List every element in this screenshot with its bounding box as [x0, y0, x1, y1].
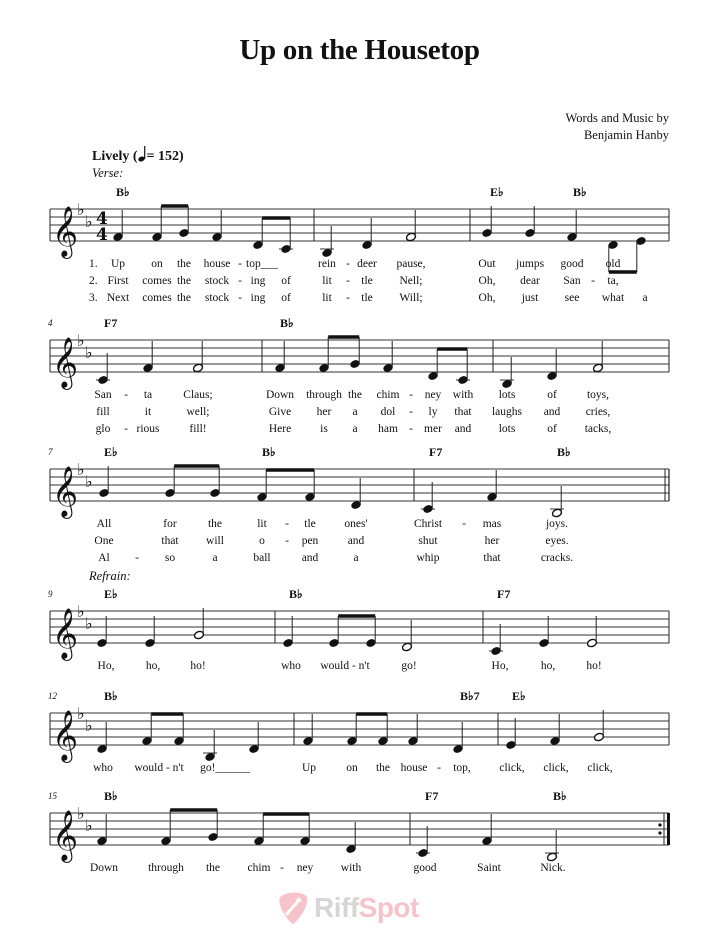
lyric-syllable: - — [135, 552, 139, 564]
flat-icon: ♭ — [85, 816, 93, 835]
lyric-syllable: Christ — [413, 518, 443, 530]
lyric-syllable: ho! — [190, 660, 206, 672]
treble-clef-icon: 𝄞 — [52, 710, 79, 761]
lyric-syllable: - — [285, 535, 289, 547]
lyric-syllable: ta, — [607, 275, 619, 287]
lyric-syllable: that — [161, 535, 179, 547]
lyric-syllable: and — [347, 535, 365, 547]
staff-system — [48, 316, 669, 435]
lyric-syllable: glo — [95, 423, 111, 435]
measure-number: 4 — [48, 318, 53, 328]
flat-icon: ♭ — [85, 472, 93, 491]
chord-symbol: F7 — [425, 789, 439, 803]
lyric-syllable: just — [521, 292, 539, 304]
lyric-syllable: - — [285, 518, 289, 530]
lyric-syllable: her — [316, 406, 332, 418]
lyric-syllable: Will; — [399, 292, 423, 304]
lyric-syllable: click, — [499, 762, 525, 774]
measure-number: 9 — [48, 589, 53, 599]
flat-icon: ♭ — [85, 343, 93, 362]
lyric-syllable: - — [124, 389, 128, 401]
time-signature-bottom: 4 — [96, 225, 108, 245]
lyric-syllable: Oh, — [478, 275, 496, 287]
lyric-syllable: shut — [418, 535, 438, 547]
lyric-syllable: joys. — [545, 518, 569, 530]
chord-symbol: B♭7 — [460, 689, 480, 703]
lyric-syllable: comes — [142, 292, 172, 304]
lyric-syllable: on — [151, 258, 163, 270]
lyric-syllable: the — [176, 275, 192, 287]
lyric-syllable: Al — [98, 552, 110, 564]
lyric-syllable: tacks, — [584, 423, 612, 435]
lyric-syllable: click, — [587, 762, 613, 774]
lyric-syllable: see — [564, 292, 580, 304]
lyric-syllable: go! — [401, 660, 417, 672]
credit-line-1: Words and Music by — [565, 111, 669, 125]
lyric-syllable: dear — [520, 275, 540, 287]
lyric-syllable: comes — [142, 275, 172, 287]
flat-icon: ♭ — [77, 200, 85, 219]
lyric-syllable: with — [340, 862, 362, 874]
lyric-syllable: chim — [247, 862, 271, 874]
lyric-syllable: so — [164, 552, 176, 564]
lyric-syllable: who — [281, 660, 301, 672]
lyric-syllable: cries, — [585, 406, 611, 418]
lyric-syllable: - — [409, 406, 413, 418]
lyric-syllable: lit — [322, 292, 332, 304]
lyric-syllable: house — [400, 762, 428, 774]
lyric-syllable: laughs — [491, 406, 523, 418]
lyric-syllable: Down — [89, 862, 119, 874]
lyric-syllable: a — [352, 423, 358, 435]
lyric-syllable: jumps — [515, 258, 545, 270]
measure-number: 12 — [48, 691, 57, 701]
lyric-syllable: ball — [253, 552, 271, 564]
lyric-syllable: - — [124, 423, 128, 435]
lyric-syllable: will — [206, 535, 224, 547]
repeat-dot — [658, 831, 661, 834]
measure-number: 7 — [48, 447, 53, 457]
lyric-syllable: Down — [265, 389, 295, 401]
lyric-syllable: the — [176, 292, 192, 304]
lyric-syllable: - — [409, 423, 413, 435]
lyric-syllable: and — [543, 406, 561, 418]
lyric-syllable: a — [353, 552, 359, 564]
lyric-syllable: through — [306, 389, 342, 401]
lyric-syllable: ho, — [145, 660, 161, 672]
chord-symbol: B♭ — [104, 789, 118, 803]
lyric-syllable: ing — [250, 275, 266, 287]
treble-clef-icon: 𝄞 — [52, 466, 79, 517]
tempo-text: Lively — [92, 149, 130, 164]
lyric-syllable: top___ — [246, 258, 278, 270]
lyric-syllable: Nick. — [540, 862, 566, 874]
lyric-syllable: go!______ — [200, 762, 250, 774]
lyric-syllable: Ho, — [491, 660, 509, 672]
lyric-syllable: of — [547, 423, 557, 435]
tempo-bpm: = 152) — [146, 149, 184, 164]
lyric-syllable: on — [346, 762, 358, 774]
lyric-syllable: of — [281, 292, 291, 304]
lyric-syllable: mer — [424, 423, 442, 435]
measure-number: 15 — [48, 791, 57, 801]
chord-symbol: B♭ — [280, 316, 294, 330]
watermark-spot: Spot — [358, 892, 419, 923]
lyric-syllable: - — [238, 292, 242, 304]
lyric-syllable: click, — [543, 762, 569, 774]
lyric-syllable: Up — [301, 762, 317, 774]
chord-symbol: B♭ — [553, 789, 567, 803]
lyric-syllable: the — [375, 762, 391, 774]
song-title: Up on the Housetop — [239, 34, 480, 66]
chord-symbol: B♭ — [116, 185, 130, 199]
section-label-refrain: Refrain: — [89, 569, 131, 583]
lyric-syllable: rein — [318, 258, 336, 270]
staff-system — [48, 587, 669, 672]
lyric-syllable: tle — [361, 275, 373, 287]
chord-symbol: B♭ — [289, 587, 303, 601]
lyric-syllable: Claus; — [183, 389, 213, 401]
lyric-syllable: Up — [110, 258, 126, 270]
lyric-syllable: whip — [416, 552, 440, 564]
lyric-syllable: with — [452, 389, 474, 401]
lyric-syllable: All — [96, 518, 112, 530]
lyric-syllable: eyes. — [545, 535, 569, 547]
lyric-syllable: lit — [257, 518, 267, 530]
lyric-syllable: Ho, — [97, 660, 115, 672]
flat-icon: ♭ — [85, 716, 93, 735]
lyric-syllable: Nell; — [399, 275, 423, 287]
flat-icon: ♭ — [77, 602, 85, 621]
lyric-syllable: San — [94, 389, 112, 401]
lyric-syllable: lots — [498, 423, 516, 435]
treble-clef-icon: 𝄞 — [52, 810, 79, 861]
lyric-syllable: what — [601, 292, 625, 304]
lyric-syllable: through — [148, 862, 184, 874]
lyric-syllable: is — [320, 423, 328, 435]
lyric-syllable: cracks. — [540, 552, 574, 564]
tempo-open-paren: ( — [132, 149, 138, 164]
lyric-syllable: Saint — [477, 862, 501, 874]
lyric-syllable: a — [642, 292, 648, 304]
lyric-syllable: chim — [376, 389, 400, 401]
treble-clef-icon: 𝄞 — [52, 206, 79, 257]
lyric-syllable: it — [144, 406, 152, 418]
lyric-syllable: who — [93, 762, 113, 774]
lyric-syllable: ney — [296, 862, 314, 874]
lyric-syllable: tle — [361, 292, 373, 304]
chord-symbol: B♭ — [573, 185, 587, 199]
lyric-syllable: lit — [322, 275, 332, 287]
lyric-syllable: good — [413, 862, 437, 874]
lyric-syllable: ing — [250, 292, 266, 304]
lyric-syllable: - — [437, 762, 441, 774]
lyric-syllable: well; — [186, 406, 210, 418]
lyric-syllable: and — [454, 423, 472, 435]
lyric-syllable: - — [238, 258, 242, 270]
flat-icon: ♭ — [77, 460, 85, 479]
lyric-syllable: 2. — [89, 275, 98, 287]
lyric-syllable: stock — [204, 275, 230, 287]
lyric-syllable: deer — [357, 258, 377, 270]
credit-line-2: Benjamin Hanby — [583, 128, 669, 142]
lyric-syllable: - — [346, 292, 350, 304]
lyric-syllable: the — [205, 862, 221, 874]
flat-icon: ♭ — [77, 804, 85, 823]
lyric-syllable: for — [163, 518, 177, 530]
chord-symbol: B♭ — [557, 445, 571, 459]
lyric-syllable: One — [94, 535, 114, 547]
lyric-syllable: ney — [424, 389, 442, 401]
treble-clef-icon: 𝄞 — [52, 608, 79, 659]
lyric-syllable: her — [484, 535, 500, 547]
lyric-syllable: pen — [301, 535, 319, 547]
flat-icon: ♭ — [85, 614, 93, 633]
lyric-syllable: 3. — [89, 292, 98, 304]
chord-symbol: B♭ — [104, 689, 118, 703]
lyric-syllable: house — [203, 258, 231, 270]
lyric-syllable: Give — [268, 406, 292, 418]
chord-symbol: B♭ — [262, 445, 276, 459]
section-label-verse: Verse: — [92, 166, 124, 180]
lyric-syllable: Oh, — [478, 292, 496, 304]
lyric-syllable: mas — [482, 518, 502, 530]
lyric-syllable: the — [207, 518, 223, 530]
lyric-syllable: a — [352, 406, 358, 418]
lyric-syllable: lots — [498, 389, 516, 401]
lyric-syllable: rious — [136, 423, 160, 435]
lyric-syllable: o — [259, 535, 265, 547]
treble-clef-icon: 𝄞 — [52, 337, 79, 388]
lyric-syllable: First — [107, 275, 129, 287]
lyric-syllable: San — [563, 275, 581, 287]
watermark-riff: Riff — [314, 892, 359, 923]
lyric-syllable: would - n't — [320, 660, 370, 672]
lyric-syllable: dol — [380, 406, 396, 418]
lyric-syllable: of — [281, 275, 291, 287]
lyric-syllable: toys, — [586, 389, 610, 401]
lyric-syllable: - — [462, 518, 466, 530]
lyric-syllable: ho! — [586, 660, 602, 672]
lyric-syllable: old — [605, 258, 621, 270]
lyric-syllable: the — [176, 258, 192, 270]
lyric-syllable: that — [483, 552, 501, 564]
chord-symbol: F7 — [104, 316, 118, 330]
lyric-syllable: Here — [268, 423, 292, 435]
lyric-syllable: top, — [453, 762, 471, 774]
lyric-syllable: ones' — [344, 518, 368, 530]
lyric-syllable: that — [454, 406, 472, 418]
lyric-syllable: would - n't — [134, 762, 184, 774]
lyric-syllable: fill — [96, 406, 110, 418]
flat-icon: ♭ — [77, 704, 85, 723]
lyric-syllable: - — [280, 862, 284, 874]
lyric-syllable: Out — [478, 258, 496, 270]
guitar-pick-icon — [276, 891, 310, 925]
lyric-syllable: the — [347, 389, 363, 401]
lyric-syllable: - — [238, 275, 242, 287]
chord-symbol: F7 — [429, 445, 443, 459]
lyric-syllable: - — [346, 275, 350, 287]
riffspot-watermark — [276, 890, 456, 926]
staff-system — [48, 789, 670, 874]
lyric-syllable: ta — [143, 389, 153, 401]
lyric-syllable: ho, — [540, 660, 556, 672]
lyric-syllable: of — [547, 389, 557, 401]
chord-symbol: E♭ — [104, 587, 118, 601]
staff-system — [48, 689, 669, 774]
time-signature-top: 4 — [96, 209, 108, 229]
lyric-syllable: - — [591, 275, 595, 287]
chord-symbol: E♭ — [490, 185, 504, 199]
staff-system — [48, 445, 669, 564]
flat-icon: ♭ — [85, 212, 93, 231]
lyric-syllable: Next — [106, 292, 130, 304]
lyric-syllable: ly — [428, 406, 438, 418]
lyric-syllable: and — [301, 552, 319, 564]
chord-symbol: E♭ — [512, 689, 526, 703]
repeat-dot — [658, 823, 661, 826]
lyric-syllable: a — [212, 552, 218, 564]
lyric-syllable: - — [409, 389, 413, 401]
lyric-syllable: fill! — [189, 423, 207, 435]
final-barline — [667, 813, 670, 845]
lyric-syllable: - — [346, 258, 350, 270]
chord-symbol: F7 — [497, 587, 511, 601]
lyric-syllable: good — [560, 258, 584, 270]
chord-symbol: E♭ — [104, 445, 118, 459]
lyric-syllable: stock — [204, 292, 230, 304]
lyric-syllable: ham — [378, 423, 398, 435]
lyric-syllable: tle — [304, 518, 316, 530]
lyric-syllable: 1. — [89, 258, 98, 270]
staff-system — [50, 185, 669, 304]
lyric-syllable: pause, — [396, 258, 426, 270]
flat-icon: ♭ — [77, 331, 85, 350]
